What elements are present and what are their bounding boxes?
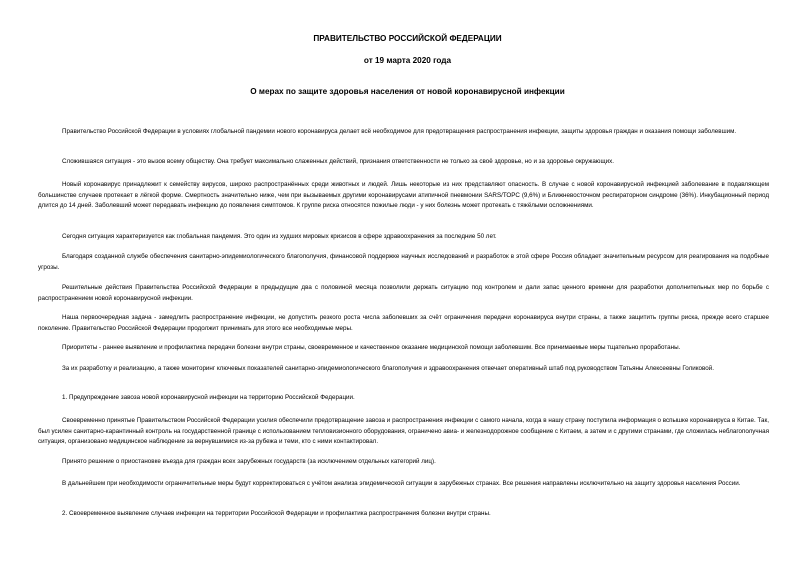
paragraph: Сегодня ситуация характеризуется как глобальная пандемия. Это один из худших мировых кризисов в сфере здравоохранения за последние 50 лет. [62, 233, 497, 240]
paragraph: Правительство Российской Федерации в условиях глобальной пандемии нового коронавируса делает всё необходимое для предотвращения распространения инфекции, защиты здоровья граждан и оказания помощи заболевшим. [62, 128, 737, 135]
paragraph: За их разработку и реализацию, а также мониторинг ключевых показателей санитарно-эпидемиологического благополучия и здравоохранения отвечает оперативный штаб под руководством Татьяны Алексеевны Голиковой. [62, 365, 714, 372]
paragraph: Новый коронавирус принадлежит к семейству вирусов, широко распространённых среди животных и людей. Лишь некоторые из них представляют опасность. В случае с новой коронавирусной инфекцией заболевание в подавляющем большинстве случаев протекает в лёгкой форме. Смертность значительно ниже, чем при вызываемых другими коронавирусами атипичной пневмонии SARS/ТОРС (9,6%) и Ближневосточном респираторном синдроме (36%). Инкубационный период длится до 14 дней. Заболевший может передавать инфекцию до появления симптомов. К группе риска относятся пожилые люди - у них болезнь может протекать с тяжёлыми осложнениями. [38, 181, 769, 210]
paragraph: Решительные действия Правительства Российской Федерации в предыдущие два с половиной месяца позволили держать ситуацию под контролем и дали запас ценного времени для разработки дополнительных мер по борьбе с распространением новой коронавирусной инфекции. [38, 284, 769, 302]
paragraph: Наша первоочередная задача - замедлить распространение инфекции, не допустить резкого роста числа заболевших за счёт ограничения передачи коронавируса внутри страны, а также защитить группы риска, прежде всего старшее поколение. Правительство Российской Федерации продолжит принимать для этого все необходимые меры. [38, 314, 769, 332]
paragraph: В дальнейшем при необходимости ограничительные меры будут корректироваться с учётом анализа эпидемической ситуации в зарубежных странах. Все решения направлены исключительно на защиту здоровья населения России. [62, 480, 741, 487]
section-heading: 2. Своевременное выявление случаев инфекции на территории Российской Федерации и профилактика распространения болезни внутри страны. [62, 510, 491, 517]
paragraph: Приоритеты - раннее выявление и профилактика передачи болезни внутри страны, своевременное и качественное оказание медицинской помощи заболевшим. Все принимаемые меры тщательно проработаны. [62, 344, 681, 351]
paragraph: Своевременно принятые Правительством Российской Федерации усилия обеспечили предотвращение завоза и распространения инфекции с самого начала, когда в нашу страну поступила информация о вспышке коронавируса в Китае. Так, был усилен санитарно-карантинный контроль на государственной границе с использованием тепловизионного оборудования, ограничено авиа- и железнодорожное сообщение с Китаем, а затем и с другими странами, где сложилась неблагополучная ситуация, организовано медицинское наблюдение за вернувшимися из-за рубежа и теми, кто с ними контактировал. [38, 417, 769, 446]
section-heading: 1. Предупреждение завоза новой коронавирусной инфекции на территорию Российской Федерации. [62, 394, 355, 401]
document-title: О мерах по защите здоровья населения от новой коронавирусной инфекции [250, 87, 565, 96]
paragraph: Благодаря созданной службе обеспечения санитарно-эпидемиологического благополучия, финансовой поддержке научных исследований и разработок в этой сфере Россия обладает значительным ресурсом для реагирования на подобные угрозы. [38, 253, 769, 271]
document-date: от 19 марта 2020 года [363, 56, 452, 65]
government-heading: ПРАВИТЕЛЬСТВО РОССИЙСКОЙ ФЕДЕРАЦИИ [313, 34, 502, 43]
paragraph: Сложившаяся ситуация - это вызов всему обществу. Она требует максимально слаженных действий, признания ответственности не только за своё здоровье, но и за здоровье окружающих. [62, 158, 614, 165]
paragraph: Принято решение о приостановке въезда для граждан всех зарубежных государств (за исключением отдельных категорий лиц). [62, 458, 436, 465]
